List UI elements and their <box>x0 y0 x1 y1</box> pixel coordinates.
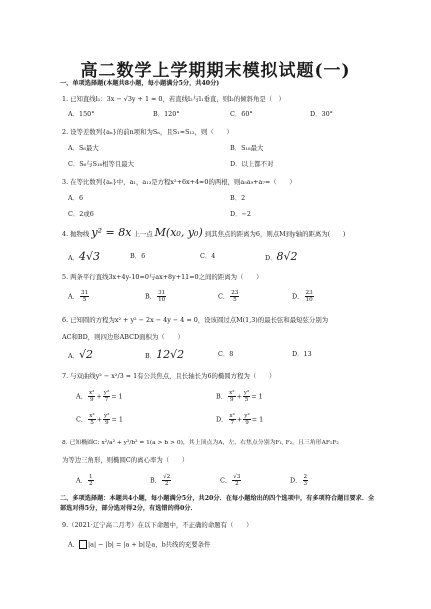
question-1-option-d[interactable]: D．30° <box>310 110 333 118</box>
question-3-option-b[interactable]: B．2 <box>230 194 246 202</box>
question-1-option-b[interactable]: B．120° <box>153 110 180 118</box>
question-4-option-d[interactable]: D．8√2 <box>265 250 298 263</box>
question-7-option-b[interactable]: B． $\frac{\text{x²}}{9}$ + $\frac{\text{y²}}{5}$ = 1 <box>216 390 263 403</box>
question-5-stem: 5. 两条平行直线3x+4y-10=0与ax+8y+11=0之间的距离为（ ） <box>62 273 263 281</box>
question-7-option-c[interactable]: C． $\frac{\text{x²}}{5}$ + $\frac{\text{y²}}{9}$ = 1 <box>76 413 123 426</box>
question-5-option-b[interactable]: B． $\frac{31}{10}$ <box>145 290 166 303</box>
parabola-equation: y² = 8x <box>91 226 132 239</box>
question-2-option-a[interactable]: A．S₆最大 <box>68 144 99 152</box>
question-1-option-c[interactable]: C．60° <box>230 110 253 118</box>
question-2-option-c[interactable]: C．S₆与S₁₈相等且最大 <box>68 160 135 168</box>
question-6-option-c[interactable]: C．8 <box>218 350 234 358</box>
section-multiple-choice-header: 二、多项选择题：本题共4小题，每小题满分5分，共20分．在每小题给出的四个选项中，有多项符合题目要求．全部选对得5分，部分选对得2分，有选错的得0分． <box>60 495 375 512</box>
question-4-mid: 上一点 <box>133 230 153 238</box>
question-5-option-d[interactable]: D． $\frac{23}{10}$ <box>292 290 313 303</box>
question-6-stem: 6. 已知圆的方程为x² + y² − 2x − 4y − 4 = 0，设该圆过点M(1,3)的最长弦和最短弦分别为 <box>62 316 329 324</box>
question-6-stem-line2: AC和BD，则四边形ABCD面积为（ ） <box>62 333 184 341</box>
question-3-option-c[interactable]: C．2或6 <box>68 210 94 218</box>
question-8-stem-line2: 为等边三角形，则椭圆C的离心率为（ ） <box>62 456 189 464</box>
question-7-option-d[interactable]: D． $\frac{\text{x²}}{7}$ + $\frac{\text{y²}}{9}$ = 1 <box>216 413 264 426</box>
question-4-option-a[interactable]: A．4√3 <box>68 250 101 263</box>
question-6-option-d[interactable]: D．13 <box>292 350 312 358</box>
question-4-stem <box>62 228 392 239</box>
question-8-option-b[interactable]: B． $\frac{√2}{2}$ <box>150 474 171 487</box>
question-4-option-c[interactable]: C．4 <box>200 252 216 260</box>
question-1-stem: 1. 已知直线l₁：3x − √3y + 1 = 0，若直线l₂与l₁垂直，则l₂的倾斜角是（ ） <box>62 95 285 103</box>
question-8-stem: 8. 已知椭圆C: x²/a² + y²/b² = 1(a > b > 0)，其上顶点为A，左、右焦点分别为F₁, F₂，且三角形AF₁F₂ <box>62 440 339 446</box>
question-5-option-a[interactable]: A． $\frac{31}{5}$ <box>68 290 89 303</box>
section-single-choice-header: 一、单项选择题(本题共8小题，每小题满分5分，共40分) <box>60 80 220 87</box>
page-title: 高二数学上学期期末模拟试题(一) <box>80 61 351 81</box>
question-8-option-d[interactable]: D． $\frac{2}{3}$ <box>290 474 308 487</box>
question-3-option-d[interactable]: D．−2 <box>230 210 251 218</box>
question-1-option-a[interactable]: A．150° <box>68 110 95 118</box>
question-8-option-a[interactable]: A． $\frac{1}{2}$ <box>76 474 93 487</box>
question-7-stem: 7. 与双曲线y² − x²/3 = 1有公共焦点，且长轴长为6的椭圆方程为（ ） <box>62 372 276 380</box>
question-2-option-d[interactable]: D．以上都不对 <box>230 160 274 168</box>
question-5-option-c[interactable]: C． $\frac{23}{5}$ <box>218 290 239 303</box>
question-4-option-b[interactable]: B．6 <box>130 252 146 260</box>
question-7-option-a[interactable]: A． $\frac{\text{x²}}{9}$ + $\frac{\text{y²}}{7}$ = 1 <box>76 390 123 403</box>
question-2-option-b[interactable]: B．S₁₈最大 <box>230 144 264 152</box>
question-6-option-a[interactable]: A．√2 <box>68 348 94 361</box>
question-9-option-a[interactable]: A． |a| − |b| = |a + b|是a，b共线的充要条件 <box>68 540 211 549</box>
question-3-stem: 3. 在等比数列{aₙ}中，a₁，a₁₃是方程x²+6x+4=0的两根，则a₅a₉+a₇=（ ） <box>62 178 296 186</box>
question-6-option-b[interactable]: B．12√2 <box>145 348 185 361</box>
question-4-prefix: 4. 抛物线 <box>62 230 90 238</box>
question-4-suffix: 到其焦点的距离为6，则点M到y轴的距离为( ) <box>204 230 346 238</box>
question-8-option-c[interactable]: C． $\frac{√3}{2}$ <box>220 474 241 487</box>
question-9-stem: 9.（2021·辽宁高二月考）在以下命题中，不正确的命题有（ ） <box>62 521 253 529</box>
point-m: M(x₀, y₀) <box>154 226 203 239</box>
vector-box-icon <box>79 540 87 549</box>
question-3-option-a[interactable]: A．6 <box>68 194 84 202</box>
question-2-stem: 2. 设等差数列{aₙ}的前n项和为Sₙ，且S₁=S₁₂，则（ ） <box>62 128 233 136</box>
